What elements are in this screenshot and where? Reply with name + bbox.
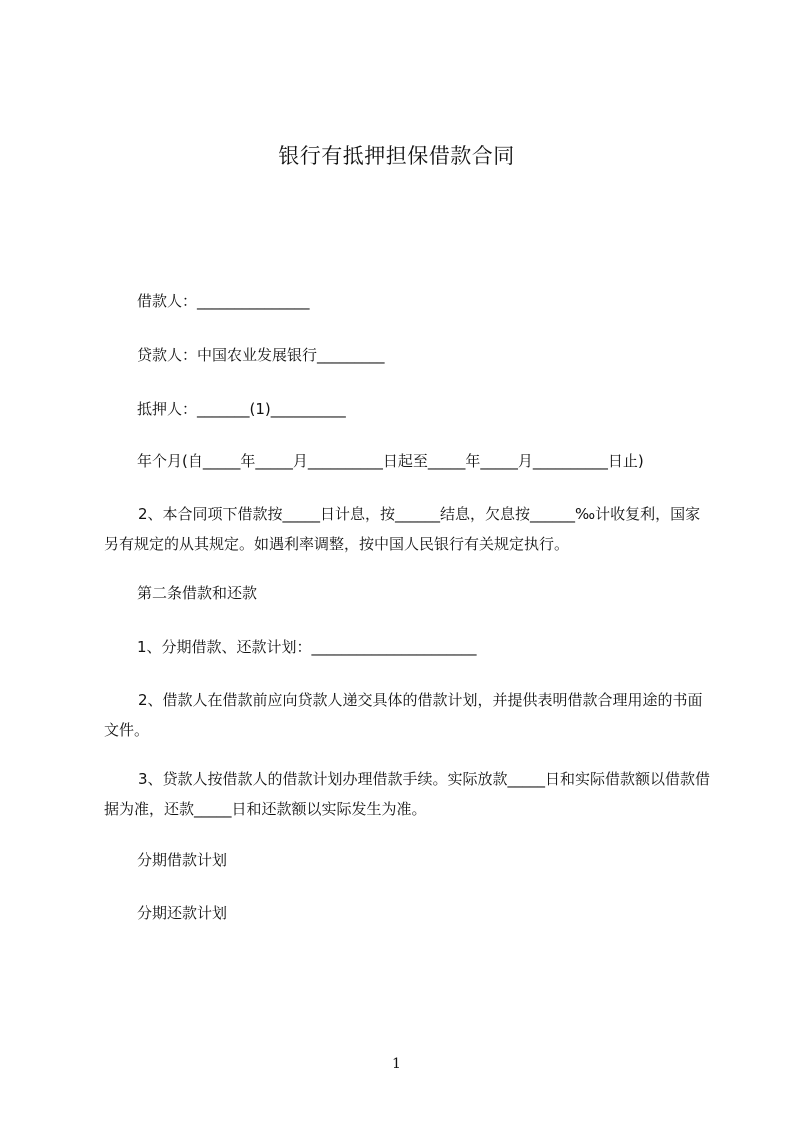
disbursement-text: 3、贷款人按借款人的借款计划办理借款手续。实际放款_____日和实际借款额以借款借据为准，还款_____日和还款额以实际发生为准。 — [104, 770, 711, 818]
document-title: 银行有抵押担保借款合同 — [278, 144, 515, 168]
interest-clause-text: 2、本合同项下借款按_____日计息，按______结息，欠息按______‰计收复利，国家另有规定的从其规定。如遇利率调整，按中国人民银行有关规定执行。 — [104, 505, 701, 553]
borrow-plan-text: 2、借款人在借款前应向贷款人递交具体的借款计划，并提供表明借款合理用途的书面文件。 — [104, 691, 703, 739]
installment-borrow-plan-heading: 分期借款计划 — [137, 851, 228, 869]
lender-line: 贷款人：中国农业发展银行_________ — [137, 346, 385, 364]
loan-period-line: 年个月(自_____年_____月__________日起至_____年_____月__________日止) — [137, 452, 644, 470]
article-2-heading: 第二条借款和还款 — [137, 584, 258, 602]
borrower-line: 借款人：_______________ — [137, 292, 310, 310]
borrow-plan-paragraph — [104, 685, 714, 745]
installment-repay-plan-heading: 分期还款计划 — [137, 904, 228, 922]
installment-plan-line: 1、分期借款、还款计划：______________________ — [137, 638, 477, 656]
page-number: 1 — [392, 1056, 401, 1072]
interest-clause-paragraph — [104, 499, 714, 559]
disbursement-paragraph — [104, 764, 714, 824]
mortgagor-line: 抵押人：_______(1)__________ — [137, 400, 346, 418]
